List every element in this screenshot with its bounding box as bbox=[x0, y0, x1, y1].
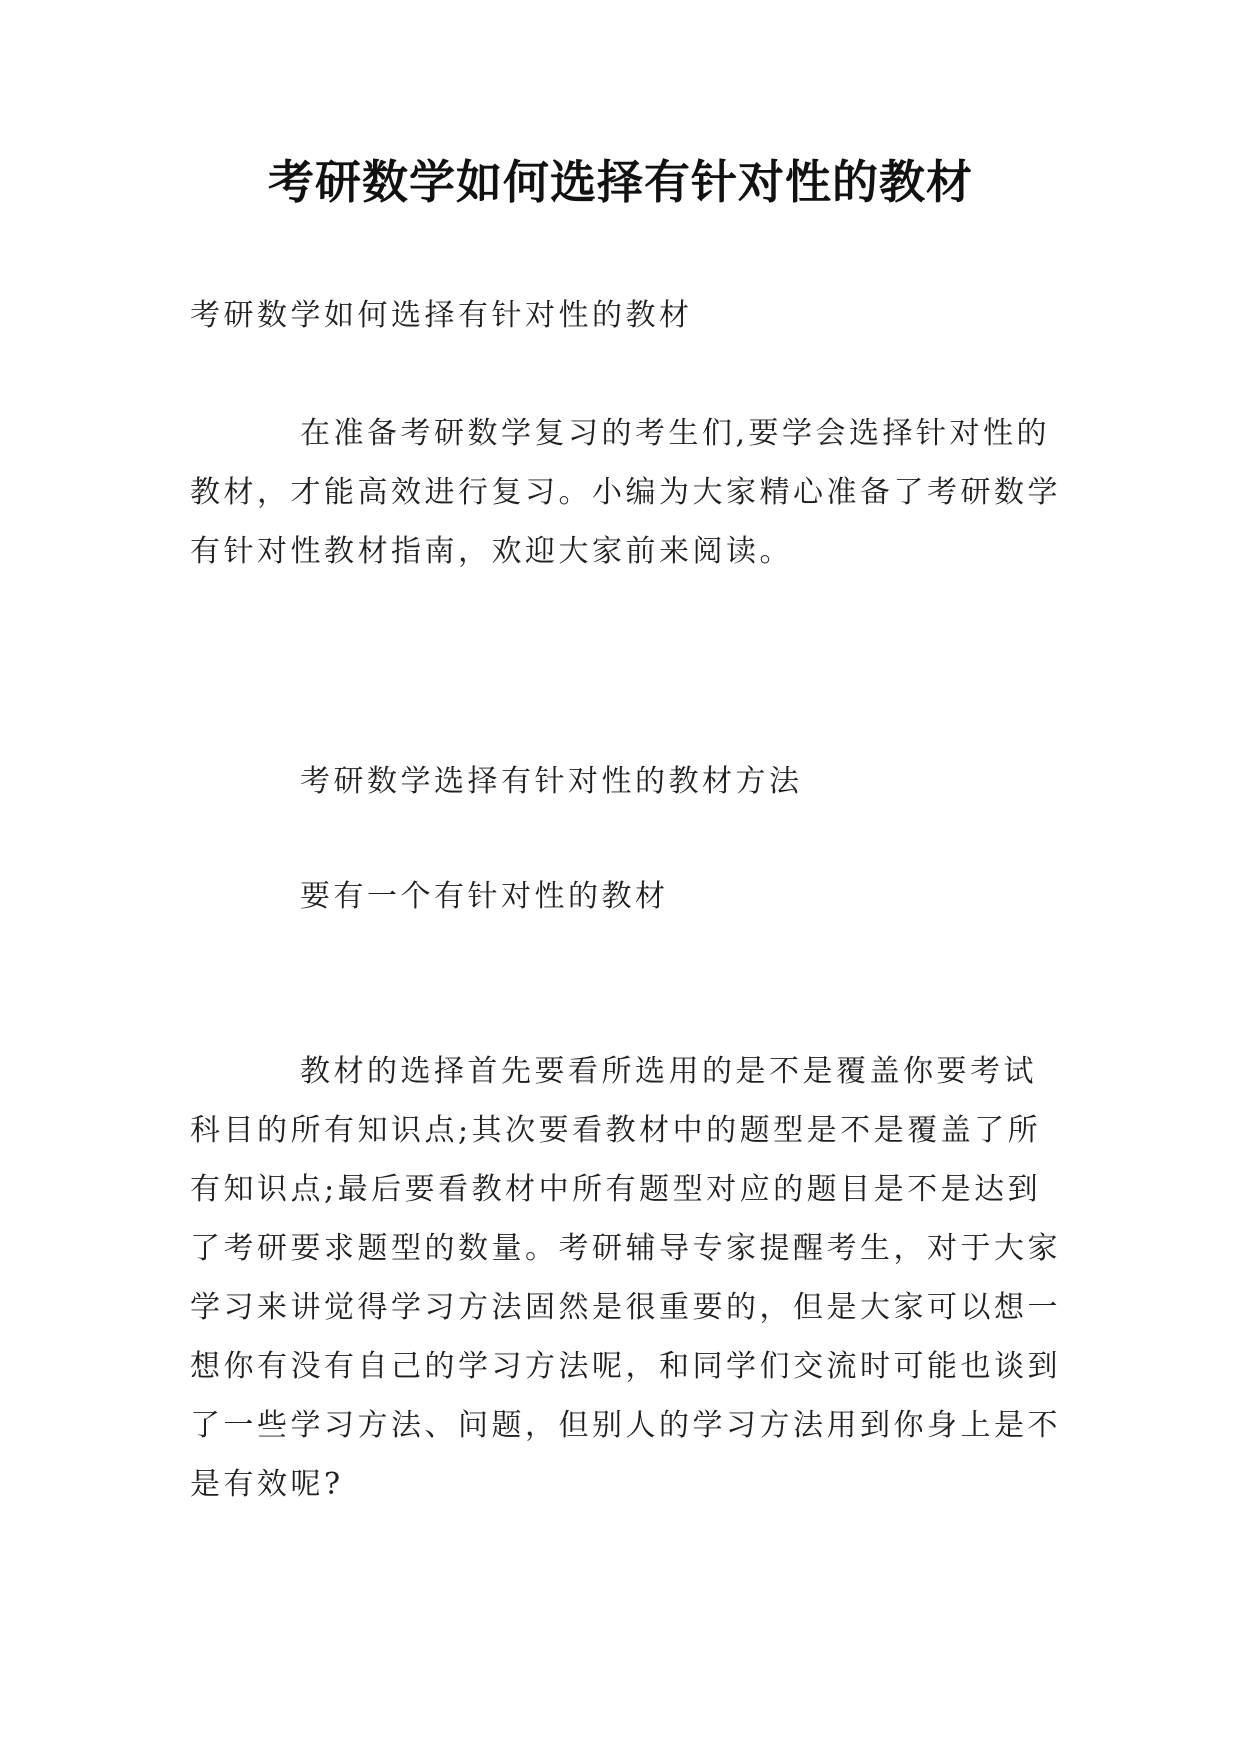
body-line: 是有效呢? bbox=[190, 1467, 344, 1502]
section-subheading: 要有一个有针对性的教材 bbox=[300, 879, 669, 914]
body-paragraph bbox=[190, 1042, 1061, 1514]
intro-line: 在准备考研数学复习的考生们,要学会选择针对性的 bbox=[300, 416, 1051, 451]
body-line: 有知识点;最后要看教材中所有题型对应的题目是不是达到 bbox=[190, 1172, 1042, 1207]
section-heading: 考研数学选择有针对性的教材方法 bbox=[300, 764, 803, 799]
body-line: 了考研要求题型的数量。考研辅导专家提醒考生，对于大家 bbox=[190, 1231, 1061, 1266]
body-line: 学习来讲觉得学习方法固然是很重要的，但是大家可以想一 bbox=[190, 1290, 1061, 1325]
body-line: 想你有没有自己的学习方法呢，和同学们交流时可能也谈到 bbox=[190, 1349, 1061, 1384]
intro-paragraph bbox=[190, 404, 1061, 581]
body-line: 科目的所有知识点;其次要看教材中的题型是不是覆盖了所 bbox=[190, 1113, 1042, 1148]
document-title: 考研数学如何选择有针对性的教材 bbox=[268, 155, 973, 209]
body-line: 教材的选择首先要看所选用的是不是覆盖你要考试 bbox=[300, 1054, 1037, 1089]
document-subtitle: 考研数学如何选择有针对性的教材 bbox=[190, 298, 693, 333]
intro-line: 教材，才能高效进行复习。小编为大家精心准备了考研数学 bbox=[190, 475, 1061, 510]
intro-line: 有针对性教材指南，欢迎大家前来阅读。 bbox=[190, 534, 793, 569]
body-line: 了一些学习方法、问题，但别人的学习方法用到你身上是不 bbox=[190, 1408, 1061, 1443]
